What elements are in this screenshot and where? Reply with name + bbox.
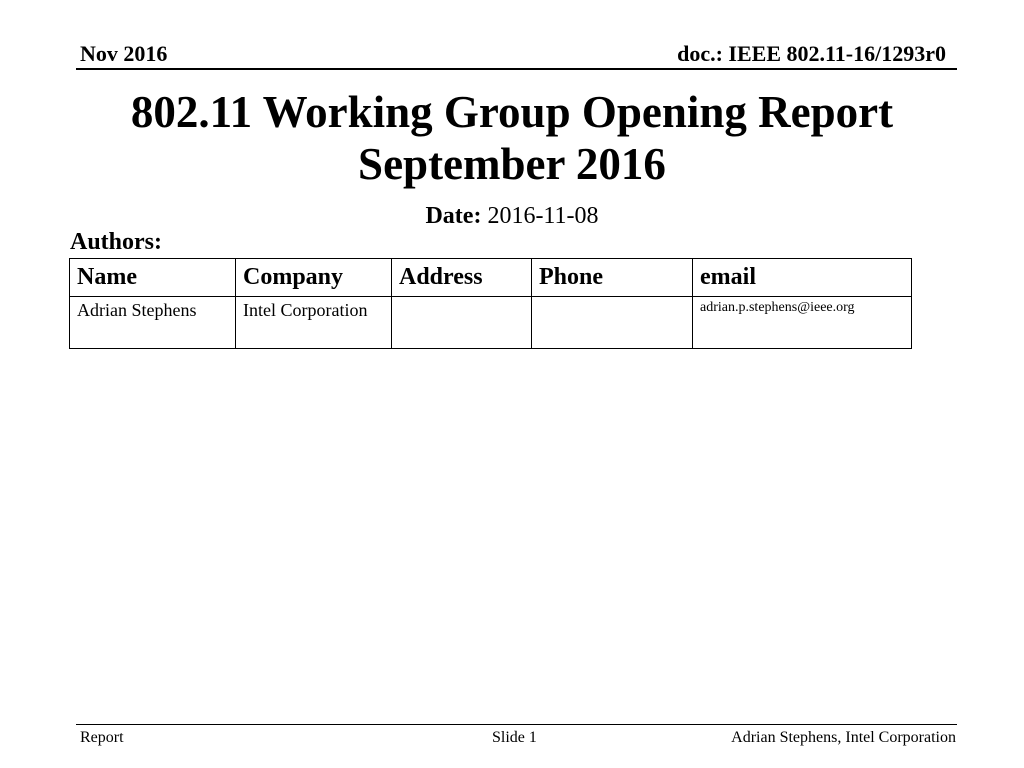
author-address-cell <box>392 297 532 349</box>
header-date: Nov 2016 <box>80 41 168 66</box>
author-company-cell: Intel Corporation <box>236 297 392 349</box>
authors-heading: Authors: <box>70 229 163 255</box>
author-email-cell: adrian.p.stephens@ieee.org <box>693 297 912 349</box>
column-header-phone: Phone <box>532 259 693 297</box>
slide-title-line-1: 802.11 Working Group Opening Report <box>130 87 894 137</box>
column-header-address: Address <box>392 259 532 297</box>
column-header-name: Name <box>70 259 236 297</box>
footer-report-label: Report <box>80 729 124 746</box>
footer-divider <box>76 724 957 725</box>
slide-title <box>60 86 964 190</box>
authors-table <box>69 258 912 349</box>
footer-slide-number: Slide 1 <box>492 729 537 746</box>
author-name-cell: Adrian Stephens <box>70 297 236 349</box>
column-header-company: Company <box>236 259 392 297</box>
column-header-email: email <box>693 259 912 297</box>
header-doc-id: doc.: IEEE 802.11-16/1293r0 <box>677 41 946 66</box>
slide-title-line-2: September 2016 <box>358 139 666 189</box>
author-phone-cell <box>532 297 693 349</box>
table-header-row <box>70 259 912 297</box>
table-row <box>70 297 912 349</box>
footer-author: Adrian Stephens, Intel Corporation <box>731 729 956 746</box>
header-divider <box>76 68 957 70</box>
date-value: 2016-11-08 <box>487 203 599 229</box>
date-label: Date: <box>425 203 482 229</box>
